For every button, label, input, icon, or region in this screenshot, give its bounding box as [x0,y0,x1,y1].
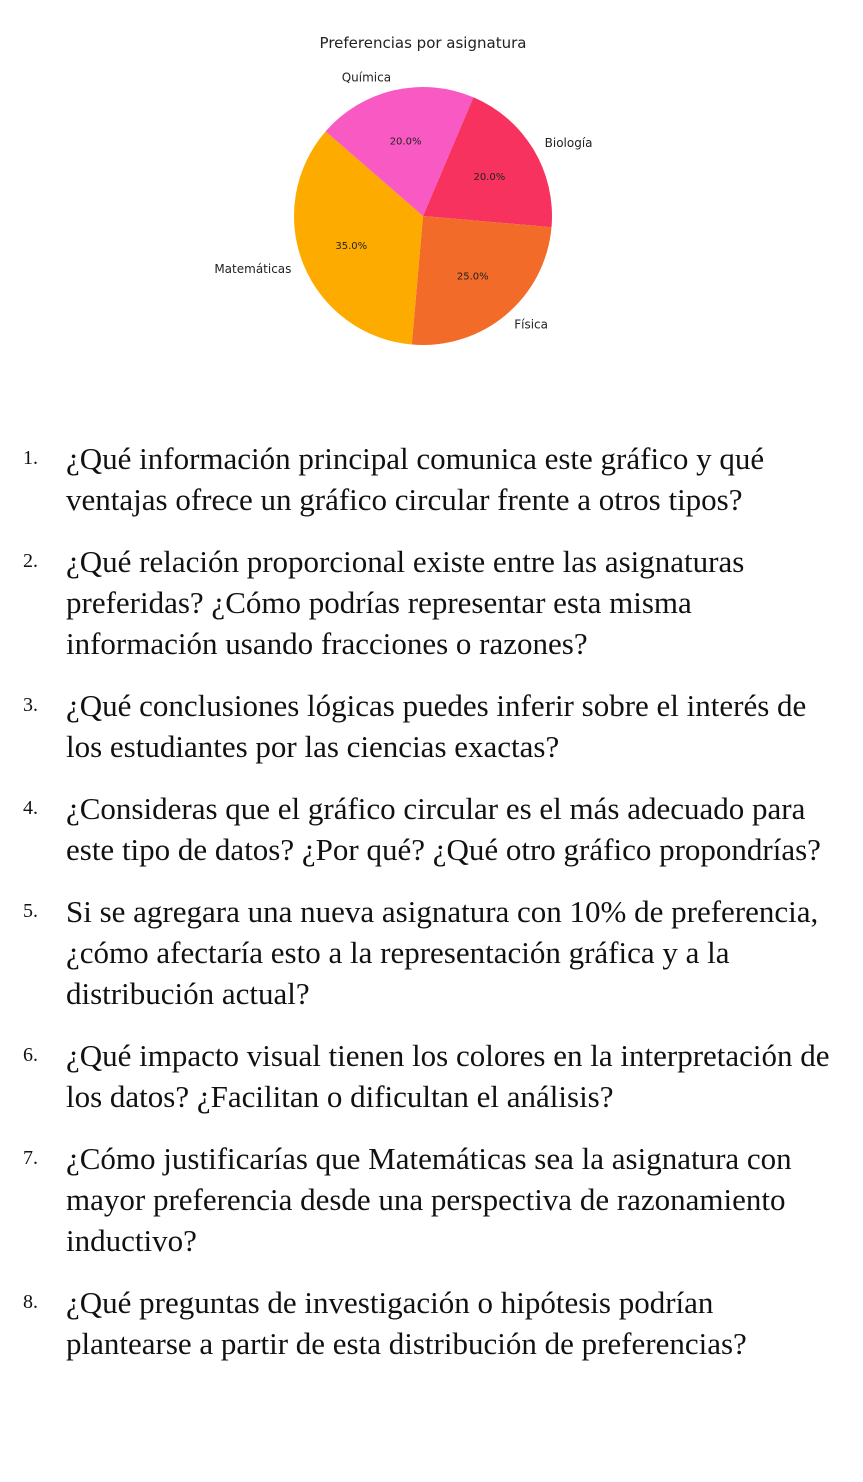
question-text: ¿Qué preguntas de investigación o hipótesis podrían plantearse a partir de esta distribución de preferencias? [66,1285,747,1361]
pie-chart-svg [0,0,863,400]
pie-category-label: Química [341,70,392,85]
question-number: 5. [23,900,38,922]
pie-chart [0,0,863,400]
pie-category-label: Biología [544,135,593,150]
question-number: 6. [23,1044,38,1066]
question-text: ¿Qué impacto visual tienen los colores en la interpretación de los datos? ¿Facilitan o dificultan el análisis? [66,1038,830,1114]
question-text: ¿Consideras que el gráfico circular es el más adecuado para este tipo de datos? ¿Por qué? ¿Qué otro gráfico propondrías? [66,791,821,867]
pie-category-label: Matemáticas [214,262,292,277]
question-number: 8. [23,1291,38,1313]
pie-percent-label: 20.0% [473,172,506,184]
question-text: ¿Qué conclusiones lógicas puedes inferir sobre el interés de los estudiantes por las ciencias exactas? [66,688,807,764]
question-item [0,788,863,870]
pie-percent-label: 35.0% [335,240,368,252]
chart-title: Preferencias por asignatura [319,34,527,52]
question-text: ¿Qué relación proporcional existe entre las asignaturas preferidas? ¿Cómo podrías representar esta misma información usando fracciones o razones? [66,544,745,661]
question-number: 3. [23,694,38,716]
question-list [0,438,863,1385]
pie-category-label: Física [514,317,548,332]
question-item [0,1138,863,1261]
pie-percent-label: 20.0% [389,136,422,148]
question-number: 7. [23,1147,38,1169]
question-text: Si se agregara una nueva asignatura con 10% de preferencia, ¿cómo afectaría esto a la representación gráfica y a la distribución actual? [66,894,819,1011]
question-number: 1. [23,447,38,469]
question-number: 2. [23,550,38,572]
question-item [0,541,863,664]
pie-percent-label: 25.0% [456,271,489,283]
question-number: 4. [23,797,38,819]
question-text: ¿Qué información principal comunica este gráfico y qué ventajas ofrece un gráfico circular frente a otros tipos? [66,441,765,517]
question-text: ¿Cómo justificarías que Matemáticas sea la asignatura con mayor preferencia desde una perspectiva de razonamiento inductivo? [66,1141,792,1258]
question-item [0,1035,863,1117]
question-item [0,438,863,520]
question-item [0,685,863,767]
question-item [0,1282,863,1364]
question-item [0,891,863,1014]
